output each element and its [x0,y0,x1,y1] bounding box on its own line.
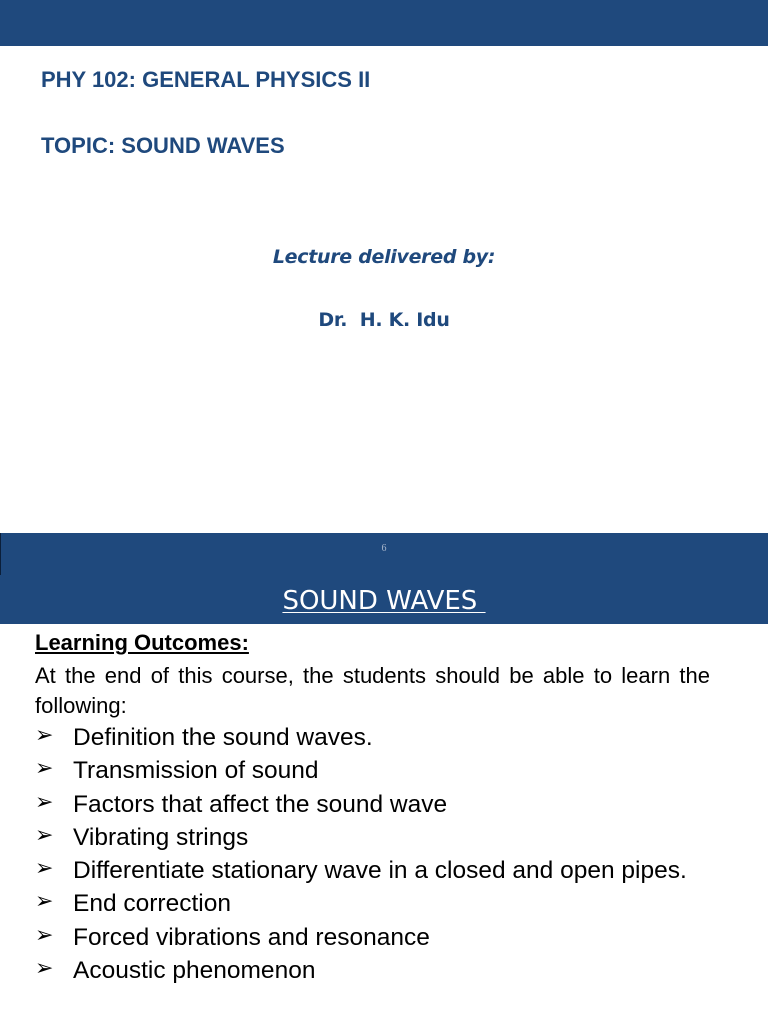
list-item [35,788,710,821]
slide1-top-bar [0,0,768,46]
arrow-bullet-icon: ➢ [35,789,54,815]
list-item [35,954,710,987]
outcome-text: Definition the sound waves. [73,724,373,751]
outcome-text: Acoustic phenomenon [73,957,316,985]
list-item [35,887,710,920]
list-item [35,854,710,887]
arrow-bullet-icon: ➢ [35,856,54,882]
lecture-delivered-by: Lecture delivered by: [272,246,496,268]
list-item [35,754,710,787]
outcome-text: Factors that affect the sound wave [73,790,448,818]
slide2-title: SOUND WAVES [282,586,486,616]
arrow-bullet-icon: ➢ [35,956,54,982]
arrow-bullet-icon: ➢ [35,756,54,782]
arrow-bullet-icon: ➢ [35,889,54,915]
arrow-bullet-icon: ➢ [35,922,54,948]
outcome-text: Differentiate stationary wave in a closed and open pipes. [73,857,687,885]
topic-title: TOPIC: SOUND WAVES [41,133,285,158]
list-item [35,821,710,854]
list-item [35,721,710,754]
outcome-text: Forced vibrations and resonance [73,923,430,951]
course-title: PHY 102: GENERAL PHYSICS II [41,67,371,92]
learning-outcomes-heading: Learning Outcomes: [35,630,249,655]
arrow-bullet-icon: ➢ [35,822,54,848]
outcome-text: Transmission of sound [73,757,319,785]
outcome-text: Vibrating strings [73,823,249,851]
outcome-text: End correction [73,890,231,918]
intro-paragraph: At the end of this course, the students should be able to learn the following: [35,663,710,718]
lecturer-name: Dr. H. K. Idu [318,309,450,331]
slide-number: 6 [381,543,387,554]
learning-outcomes-list [35,721,710,987]
list-item [35,921,710,954]
slide-edge-divider [0,533,1,575]
arrow-bullet-icon: ➢ [35,723,54,748]
